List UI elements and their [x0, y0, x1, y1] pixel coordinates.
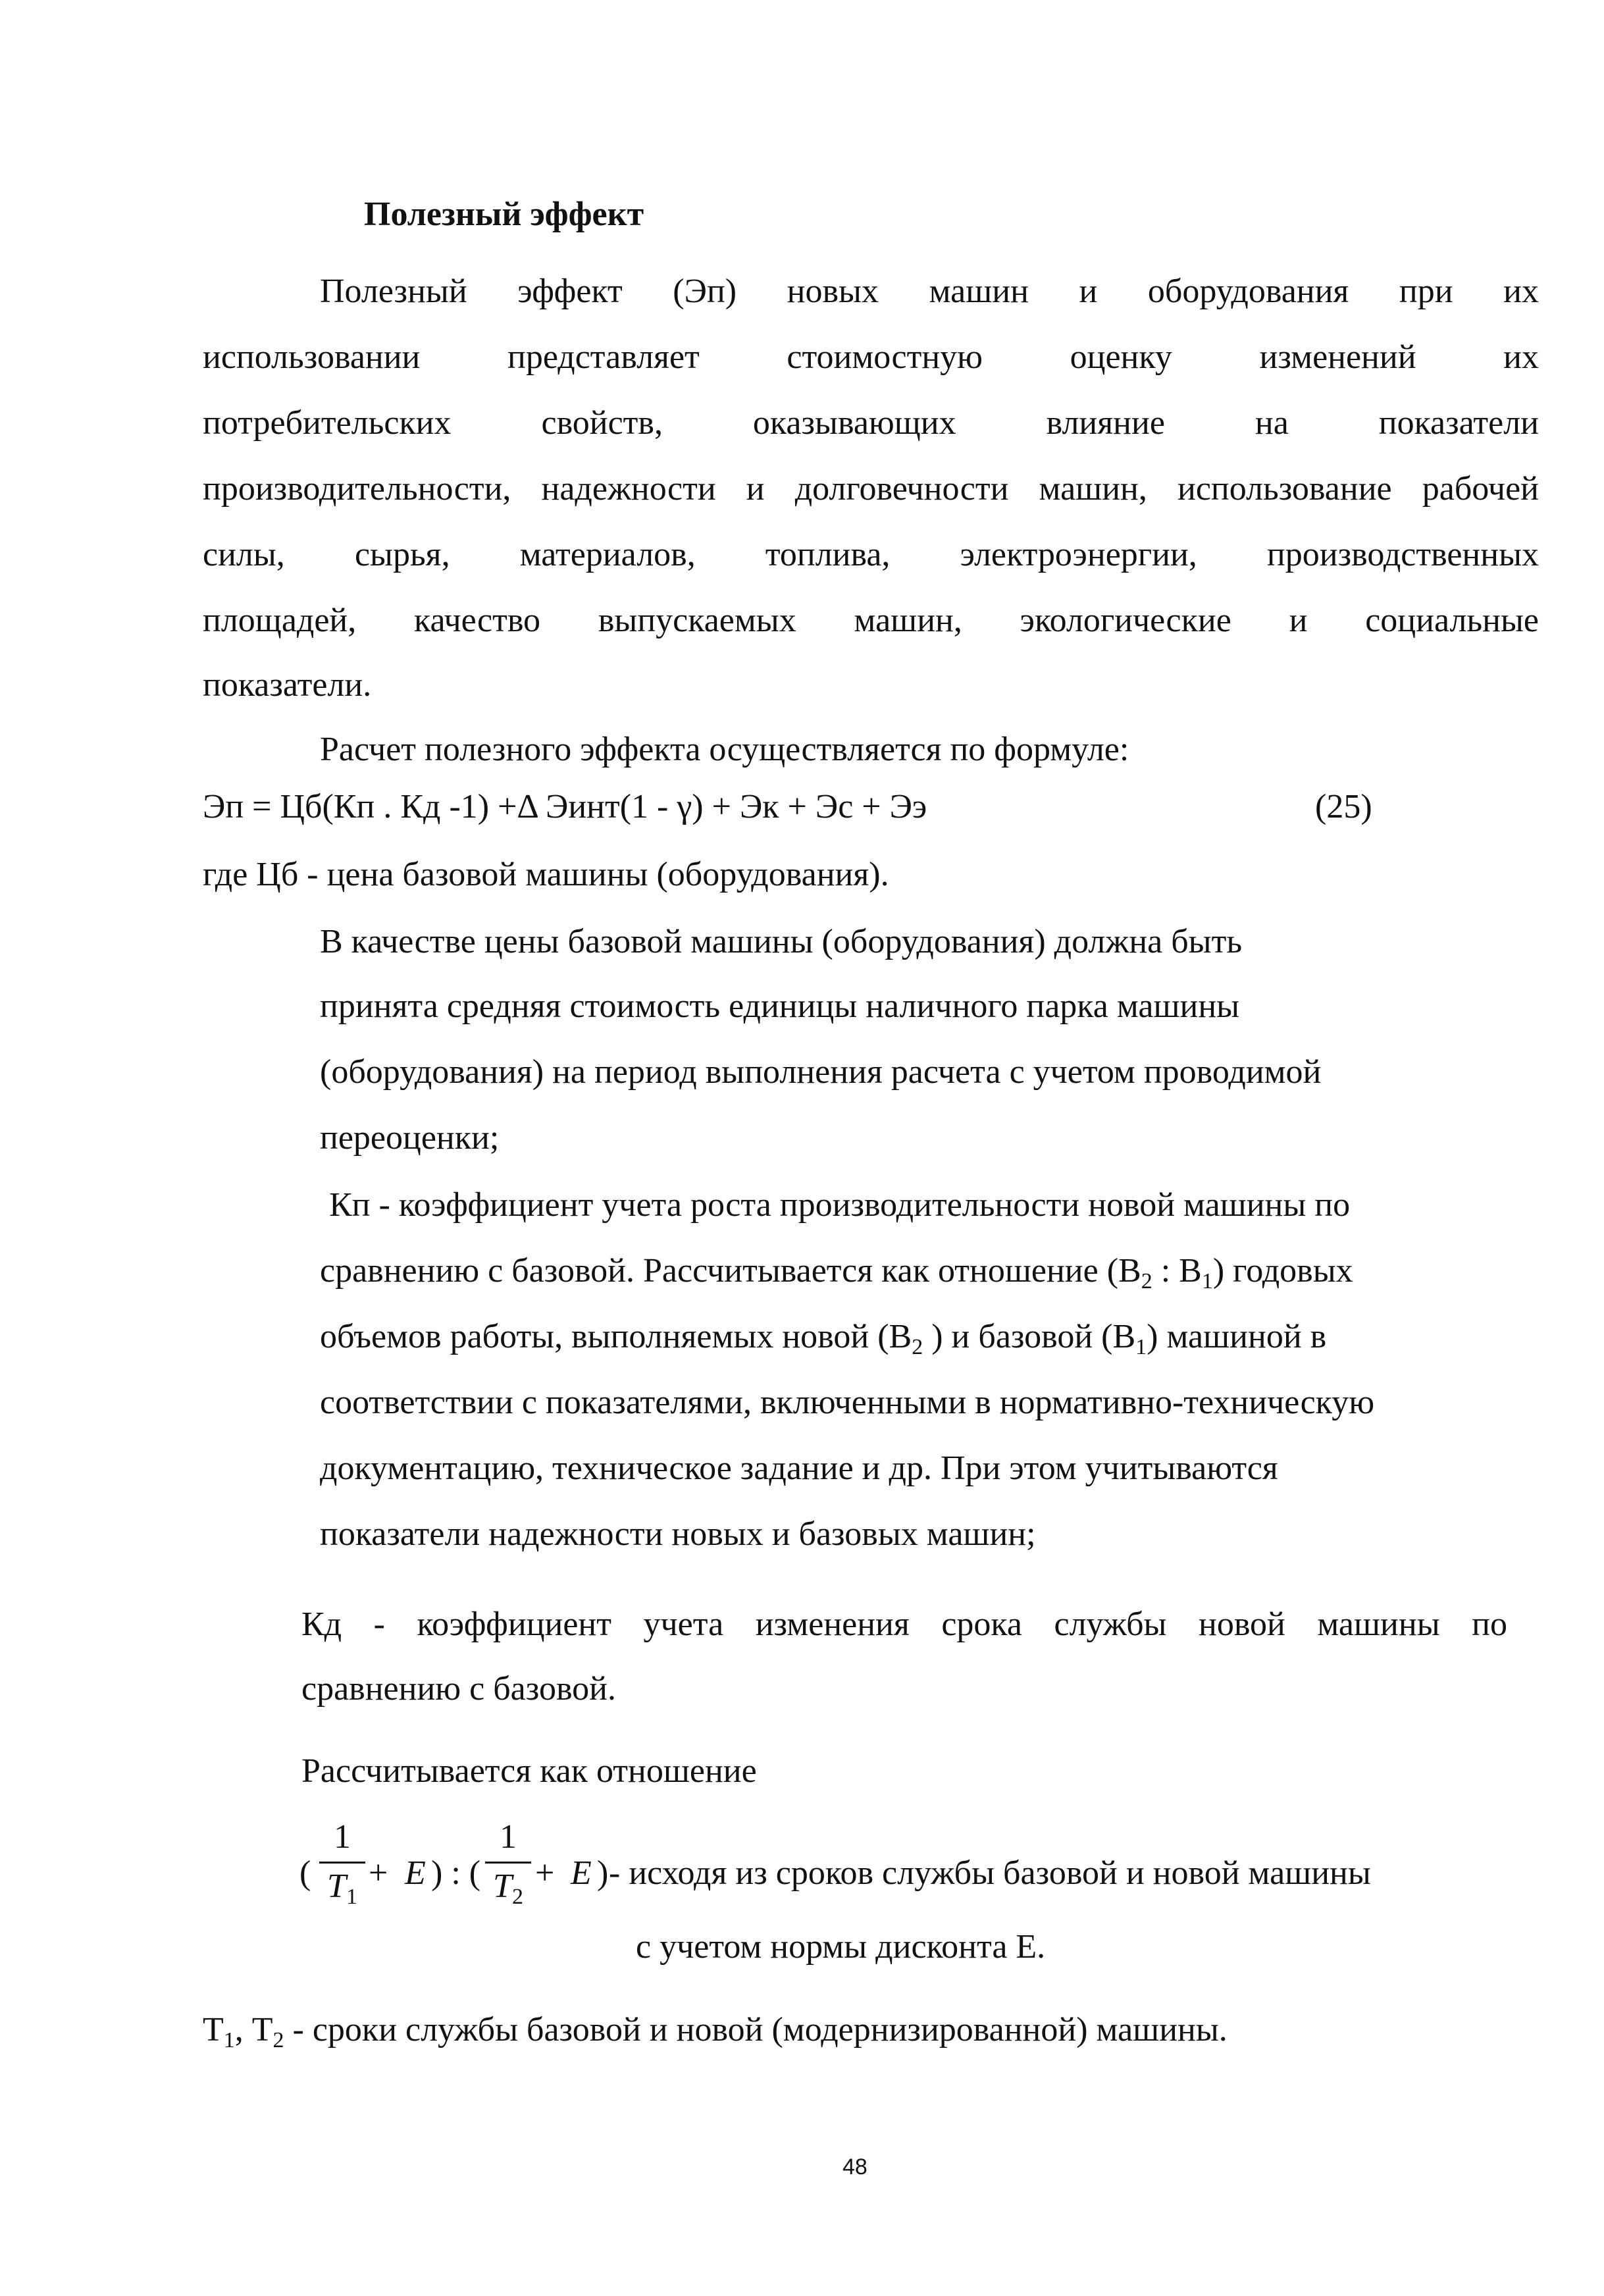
- formula-text: Эп = Цб(Кп . Кд -1) +Δ Эинт(1 - γ) + Эк + Эс + Ээ: [203, 788, 927, 825]
- calc-intro: Расчет полезного эффекта осуществляется по формуле:: [320, 731, 1129, 768]
- paren-close-2: ): [597, 1854, 609, 1892]
- intro-line-5: силы, сырья, материалов, топлива, электроэнергии, производственных: [203, 536, 1539, 573]
- term-t1: Т: [203, 2011, 224, 2048]
- kp-line-6: показатели надежности новых и базовых машин;: [320, 1515, 1036, 1553]
- intro-line-1: Полезный эффект (Эп) новых машин и оборудования при их: [320, 273, 1539, 310]
- kd-line-2: сравнению с базовой.: [301, 1670, 617, 1708]
- kp-line-2: [320, 1254, 1353, 1293]
- term-separator: , Т: [234, 2011, 273, 2048]
- kp-line-2-text-b: : В: [1152, 1252, 1202, 1290]
- ratio-intro: Рассчитывается как отношение: [301, 1752, 757, 1790]
- fraction-1: [319, 1817, 365, 1910]
- page-number: 48: [842, 2154, 867, 2179]
- kp-line-3: [320, 1320, 1326, 1359]
- paren-open-1: (: [299, 1854, 311, 1892]
- ratio-description: - исходя из сроков службы базовой и новой машины: [609, 1854, 1371, 1892]
- fraction-2: [485, 1817, 531, 1910]
- kp-line-3-sub-2: 1: [1135, 1335, 1147, 1359]
- formula-25: [203, 788, 1372, 832]
- kp-line-2-text-a: сравнению с базовой. Рассчитывается как отношение (В: [320, 1252, 1141, 1290]
- kp-line-4: соответствии с показателями, включенными в нормативно-техническую: [320, 1384, 1375, 1421]
- terms-description: - сроки службы базовой и новой (модернизированной) машины.: [284, 2011, 1228, 2048]
- base-price-line-3: (оборудования) на период выполнения расчета с учетом проводимой: [320, 1053, 1322, 1091]
- base-price-line-4: переоценки;: [320, 1119, 500, 1157]
- base-price-line-2: принята средняя стоимость единицы наличного парка машины: [320, 987, 1240, 1025]
- fraction-2-denominator: $T_2$: [493, 1867, 523, 1909]
- ratio-separator: ) : (: [431, 1854, 481, 1892]
- discount-line: с учетом нормы дисконта Е.: [636, 1928, 1046, 1966]
- kp-line-5: документацию, техническое задание и др. При этом учитываются: [320, 1449, 1278, 1487]
- kp-line-3-text-a: объемов работы, выполняемых новой (В: [320, 1318, 912, 1355]
- kp-line-2-text-c: ) годовых: [1212, 1252, 1353, 1290]
- kp-line-2-sub-1: 2: [1141, 1269, 1152, 1293]
- kd-line-1: Кд - коэффициент учета изменения срока службы новой машины по: [301, 1605, 1507, 1643]
- plus-2: +: [535, 1854, 555, 1892]
- fraction-2-numerator: 1: [500, 1818, 517, 1856]
- fraction-1-denominator: $T_1$: [327, 1867, 357, 1909]
- discount-e-2: E: [571, 1854, 592, 1892]
- section-heading: Полезный эффект: [364, 196, 644, 233]
- intro-line-4: производительности, надежности и долговечности машин, использование рабочей: [203, 470, 1539, 508]
- kp-line-3-sub-1: 2: [912, 1335, 923, 1359]
- intro-line-6: площадей, качество выпускаемых машин, экологические и социальные: [203, 602, 1539, 639]
- intro-line-2: использовании представляет стоимостную оценку изменений их: [203, 338, 1539, 376]
- base-price-line-1: В качестве цены базовой машины (оборудования) должна быть: [320, 923, 1243, 960]
- formula-number: (25): [1315, 788, 1372, 825]
- kp-line-2-sub-2: 1: [1201, 1269, 1213, 1293]
- discount-e-1: E: [405, 1854, 426, 1892]
- fraction-1-numerator: 1: [334, 1818, 351, 1856]
- kp-line-3-text-c: ) машиной в: [1147, 1318, 1327, 1355]
- where-line: где Цб - цена базовой машины (оборудования).: [203, 856, 889, 893]
- kp-line-1: Кп - коэффициент учета роста производительности новой машины по: [329, 1186, 1351, 1224]
- intro-line-3: потребительских свойств, оказывающих влияние на показатели: [203, 404, 1539, 442]
- kp-line-3-text-b: ) и базовой (В: [923, 1318, 1136, 1355]
- intro-line-7: показатели.: [203, 666, 372, 704]
- term-t1-sub: 1: [223, 2028, 235, 2052]
- term-t2-sub: 2: [272, 2028, 284, 2052]
- plus-1: +: [369, 1854, 388, 1892]
- terms-line: [203, 2013, 1228, 2052]
